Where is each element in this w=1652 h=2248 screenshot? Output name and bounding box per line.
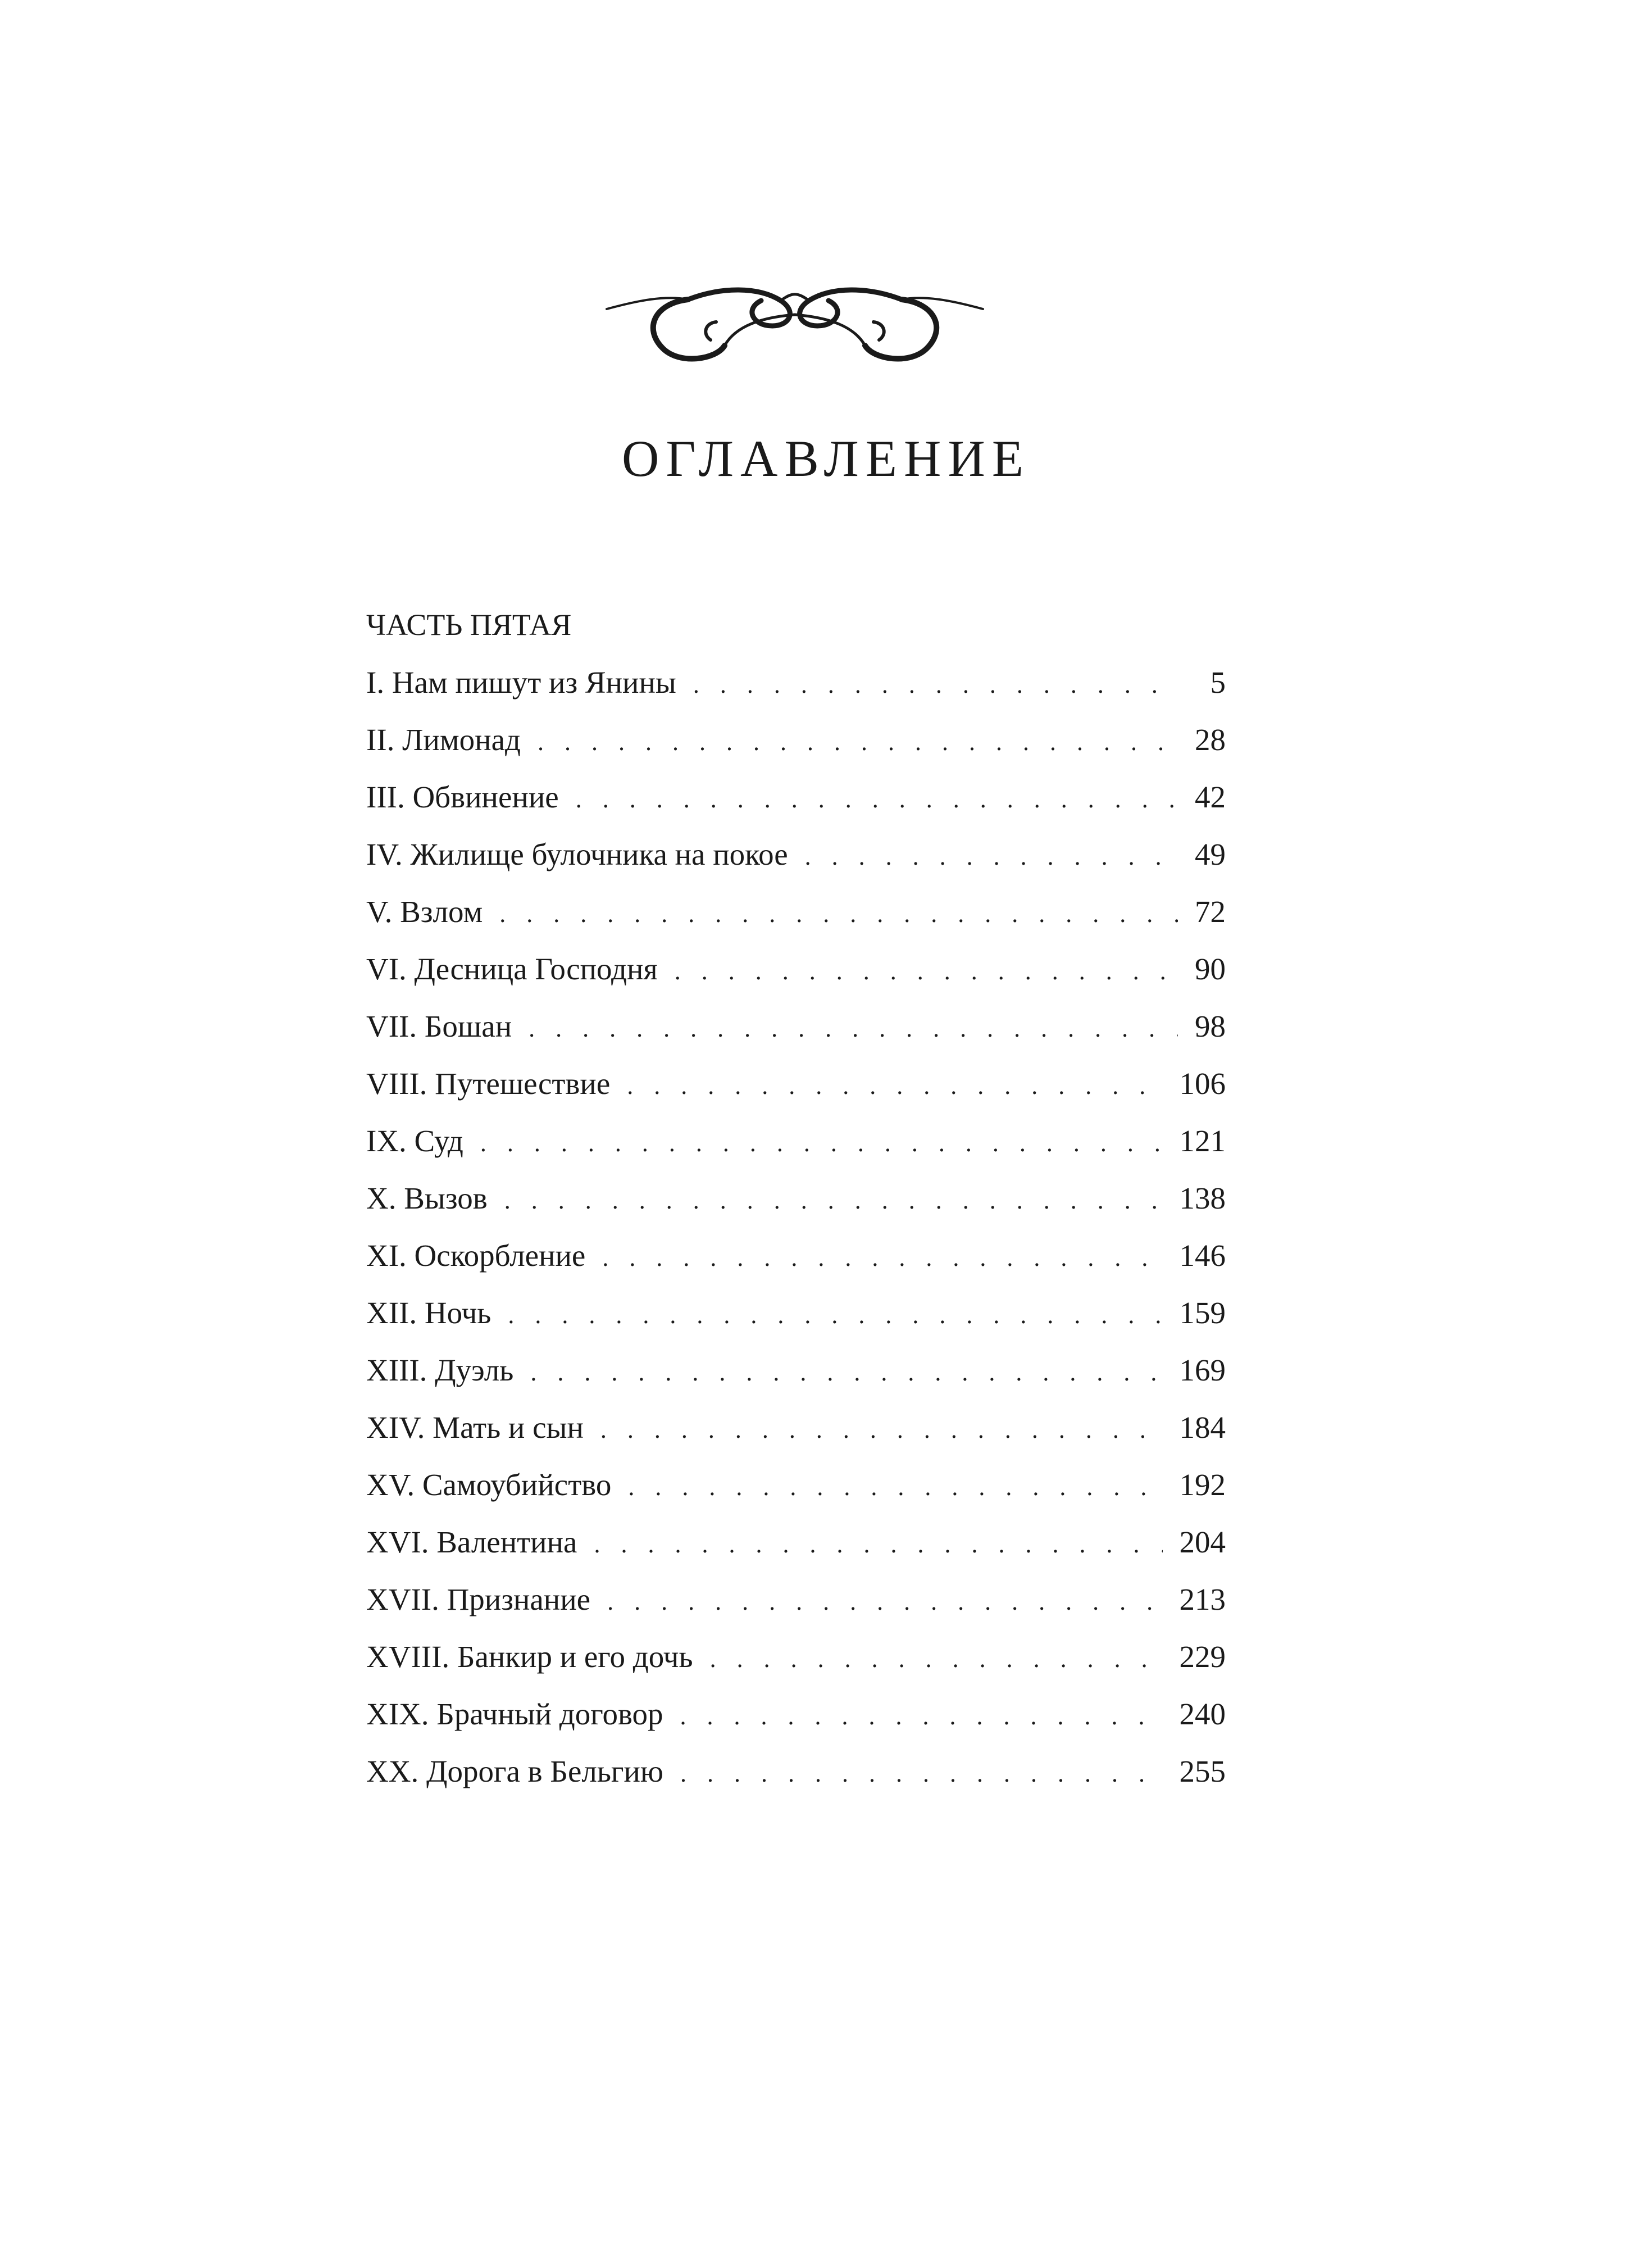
dot-leader [675,959,1178,984]
toc-entry-title: XVIII. Банкир и его дочь [366,1640,693,1674]
dot-leader [508,1303,1162,1328]
toc-entry-page: 42 [1195,780,1226,814]
toc-entry-title: XIX. Брачный договор [366,1697,663,1731]
toc-entry[interactable] [366,1699,1226,1756]
toc-entry[interactable] [366,1756,1226,1813]
dot-leader [805,844,1178,869]
decorative-flourish-icon [604,256,986,374]
toc-entry-page: 184 [1179,1410,1226,1445]
toc-entry-page: 192 [1179,1468,1226,1502]
toc-entry-title: III. Обвинение [366,780,559,814]
toc-entry[interactable] [366,1240,1226,1297]
toc-entry-title: VI. Десница Господня [366,952,658,986]
page-title: ОГЛАВЛЕНИЕ [621,430,1031,487]
toc-entry-page: 90 [1195,952,1226,986]
toc-entry[interactable] [366,1469,1226,1527]
toc-entry[interactable] [366,1183,1226,1240]
dot-leader [538,730,1178,755]
toc-entry[interactable] [366,1584,1226,1641]
toc-entry[interactable] [366,1641,1226,1699]
dot-leader [693,673,1178,697]
toc-entry[interactable] [366,724,1226,782]
toc-entry[interactable] [366,896,1226,953]
dot-leader [680,1704,1163,1729]
toc-entry-title: X. Вызов [366,1181,488,1215]
toc-entry-title: XI. Оскорбление [366,1238,586,1273]
toc-entry-page: 28 [1195,723,1226,757]
toc-entry[interactable] [366,839,1226,896]
dot-leader [628,1475,1162,1500]
toc-entry-page: 72 [1195,894,1226,929]
toc-entry-title: VIII. Путешествие [366,1066,611,1101]
toc-entry-page: 121 [1179,1124,1226,1158]
toc-entry-title: IV. Жилище булочника на покое [366,837,788,871]
dot-leader [504,1188,1163,1213]
toc-entry-title: V. Взлом [366,894,483,929]
toc-entry[interactable] [366,667,1226,724]
dot-leader [710,1647,1163,1672]
dot-leader [600,1418,1163,1442]
toc-entry-title: XIII. Дуэль [366,1353,514,1387]
dot-leader [594,1532,1162,1557]
toc-entry[interactable] [366,1068,1226,1125]
table-of-contents [366,610,1226,1813]
toc-entry-title: XII. Ночь [366,1296,491,1330]
toc-entry-page: 240 [1179,1697,1226,1731]
toc-entry-page: 159 [1179,1296,1226,1330]
toc-entry-title: IX. Суд [366,1124,463,1158]
dot-leader [576,787,1178,812]
toc-entry-page: 146 [1179,1238,1226,1273]
toc-entry[interactable] [366,1125,1226,1183]
toc-entry[interactable] [366,782,1226,839]
dot-leader [607,1590,1162,1614]
toc-entry-title: XVII. Признание [366,1582,591,1616]
toc-entry[interactable] [366,1297,1226,1355]
toc-entry-page: 255 [1179,1754,1226,1788]
toc-entry-title: XVI. Валентина [366,1525,577,1559]
toc-entry[interactable] [366,1355,1226,1412]
toc-entry-title: VII. Бошан [366,1009,512,1043]
dot-leader [602,1246,1162,1270]
dot-leader [530,1360,1162,1385]
toc-entry[interactable] [366,1011,1226,1068]
toc-entry-title: XIV. Мать и сын [366,1410,584,1445]
toc-entry-page: 5 [1210,665,1226,700]
toc-entry-title: XV. Самоубийство [366,1468,612,1502]
dot-leader [627,1074,1162,1098]
toc-entry-title: II. Лимонад [366,723,521,757]
toc-entry-page: 204 [1179,1525,1226,1559]
toc-entry-page: 138 [1179,1181,1226,1215]
toc-entry-page: 98 [1195,1009,1226,1043]
dot-leader [680,1761,1163,1786]
toc-entry-page: 169 [1179,1353,1226,1387]
toc-entry-page: 49 [1195,837,1226,871]
dot-leader [499,902,1178,927]
toc-entry-page: 213 [1179,1582,1226,1616]
toc-entry-title: I. Нам пишут из Янины [366,665,676,700]
toc-entry[interactable] [366,953,1226,1011]
toc-entry[interactable] [366,1412,1226,1469]
toc-entry-page: 106 [1179,1066,1226,1101]
toc-entry[interactable] [366,1527,1226,1584]
part-heading: ЧАСТЬ ПЯТАЯ [366,608,572,642]
toc-entry-title: XX. Дорога в Бельгию [366,1754,663,1788]
dot-leader [480,1131,1163,1156]
dot-leader [529,1016,1178,1041]
toc-entry-page: 229 [1179,1640,1226,1674]
